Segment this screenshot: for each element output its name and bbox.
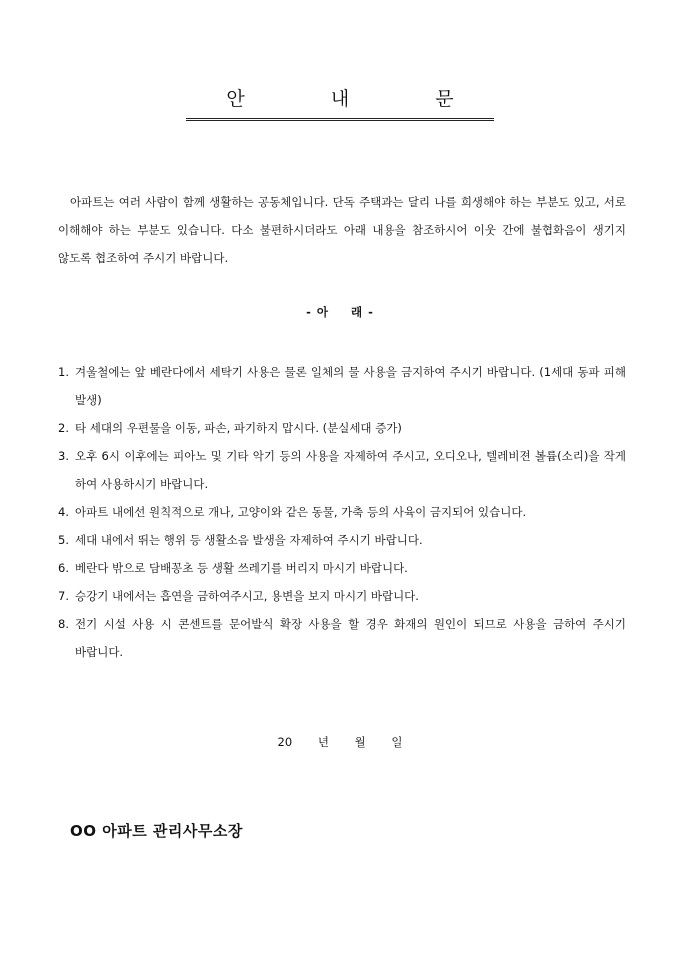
item-text: 베란다 밖으로 담배꽁초 등 생활 쓰레기를 버리지 마시기 바랍니다.	[75, 561, 408, 575]
list-item	[58, 498, 626, 526]
item-text: 전기 시설 사용 시 콘센트를 문어발식 확장 사용을 할 경우 화재의 원인이 되므로 사용을 금하여 주시기 바랍니다.	[75, 617, 626, 659]
item-text: 겨울철에는 앞 베란다에서 세탁기 사용은 물론 일체의 물 사용을 금지하여 주시기 바랍니다. (1세대 동파 피해 발생)	[75, 365, 626, 407]
item-number: 6.	[58, 561, 69, 575]
item-number: 8.	[58, 617, 69, 631]
list-item	[58, 582, 626, 610]
item-text: 오후 6시 이후에는 피아노 및 기타 악기 등의 사용을 자제하여 주시고, 오디오나, 텔레비젼 볼륨(소리)을 작게 하여 사용하시기 바랍니다.	[75, 449, 626, 491]
signer-name: OO 아파트 관리사무소장	[70, 822, 243, 840]
item-text: 아파트 내에선 원칙적으로 개나, 고양이와 같은 동물, 가축 등의 사육이 금지되어 있습니다.	[75, 505, 527, 519]
list-item	[58, 554, 626, 582]
date-day-unit: 일	[391, 735, 403, 749]
list-item	[58, 358, 626, 414]
section-heading-right: 래 -	[351, 305, 374, 319]
item-text: 세대 내에서 뛰는 행위 등 생활소음 발생을 자제하여 주시기 바랍니다.	[75, 533, 423, 547]
list-item	[58, 414, 626, 442]
item-number: 3.	[58, 449, 69, 463]
date-line	[0, 734, 680, 750]
item-text: 승강기 내에서는 흡연을 금하여주시고, 용변을 보지 마시기 바랍니다.	[75, 589, 419, 603]
item-number: 1.	[58, 365, 69, 379]
item-number: 4.	[58, 505, 69, 519]
item-number: 5.	[58, 533, 69, 547]
section-heading-left: - 아	[306, 305, 329, 319]
item-text: 타 세대의 우편물을 이동, 파손, 파기하지 맙시다. (분실세대 증가)	[75, 421, 402, 435]
item-number: 7.	[58, 589, 69, 603]
date-year-unit: 년	[317, 735, 329, 749]
item-number: 2.	[58, 421, 69, 435]
list-item	[58, 610, 626, 666]
title-container	[0, 86, 680, 121]
page-title: 안 내 문	[186, 86, 493, 121]
section-heading	[0, 304, 680, 320]
date-month-unit: 월	[354, 735, 366, 749]
date-year: 20	[277, 735, 293, 749]
intro-paragraph: 아파트는 여러 사람이 함께 생활하는 공동체입니다. 단독 주택과는 달리 나를 희생해야 하는 부분도 있고, 서로 이해해야 하는 부분도 있습니다. 다소 불편하시더라도 아래 내용을 참조하시어 이웃 간에 불협화음이 생기지 않도록 협조하여 주시기 바랍니다.	[58, 195, 626, 265]
list-item	[58, 526, 626, 554]
notice-items-list	[58, 358, 626, 666]
list-item	[58, 442, 626, 498]
